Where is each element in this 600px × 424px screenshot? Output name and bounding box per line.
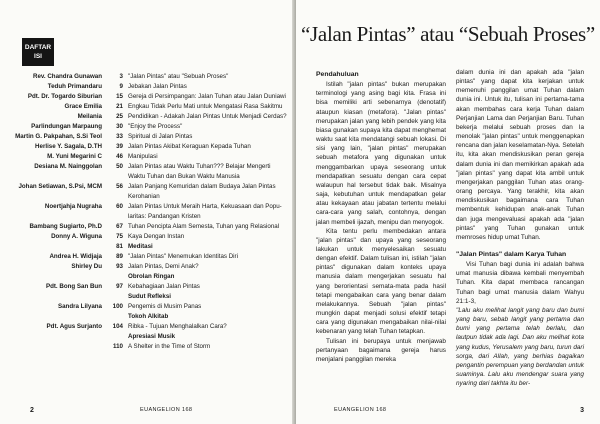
toc-page-number: 25 — [116, 113, 123, 120]
toc-title: Manipulasi — [128, 153, 158, 160]
toc-page-number: 100 — [112, 303, 123, 310]
toc-author: Shirley Du — [71, 263, 102, 270]
toc-entry — [0, 222, 292, 232]
toc-author: Donny A. Wiguna — [51, 233, 102, 240]
toc-title: Kebahagiaan Jalan Pintas — [128, 283, 200, 290]
article-headline: “Jalan Pintas” atau “Sebuah Proses” — [301, 22, 595, 46]
toc-author: M. Yuni Megarini C — [47, 153, 102, 160]
toc-author: Herlise Y. Sagala, D.TH — [35, 143, 102, 150]
toc-title: Jalan Pintas Akibat Keraguan Kepada Tuhan — [128, 143, 251, 150]
toc-entry — [0, 232, 292, 242]
page-number-right: 3 — [580, 407, 584, 414]
toc-title: Jalan Pintas, Demi Anak? — [128, 263, 199, 270]
toc-title: "Jalan Pintas" Menemukan Identitas Diri — [128, 253, 238, 260]
toc-title: Meditasi — [128, 243, 153, 250]
toc-title: Jalan Panjang Kemuridan dalam Budaya Jalan Pintas — [128, 183, 276, 190]
table-of-contents — [0, 72, 292, 352]
toc-entry — [0, 122, 292, 132]
toc-author: Sandra Lilyana — [57, 303, 102, 310]
toc-author: Desiana M. Nainggolan — [34, 163, 102, 170]
toc-title: Kaya Dengan Instan — [128, 233, 185, 240]
toc-page-number: 110 — [113, 343, 123, 350]
scripture-quote: "Lalu aku melihat langit yang baru dan bumi yang baru, sebab langit yang pertama dan bumi yang pertama telah berlalu, dan lautpun tidak ada lagi. Dan aku melihat kota yang kudus, Yerusalem yang baru, turun dari sorga, dari Allah, yang berhias bagaikan pengantin perempuan yang berdandan untuk suaminya. Lalu aku mendengar suara yang nyaring dari takhta itu ber- — [456, 306, 584, 388]
toc-page-number: 81 — [116, 243, 123, 250]
toc-title: Engkau Tidak Perlu Mati untuk Mengatasi Rasa Sakitmu — [128, 103, 283, 110]
toc-page-number: 39 — [116, 143, 123, 150]
toc-title: Apresiasi Musik — [128, 333, 176, 340]
toc-title: Jebakan Jalan Pintas — [128, 83, 187, 90]
toc-entry — [0, 252, 292, 262]
body-paragraph: Kita tentu perlu membedakan antara "jalan pintas" dan upaya yang seseorang lakukan untuk menyelesaikan sesuatu dengan efektif. Dalam tulisan ini, istilah "jalan pintas" digunakan dalam konteks upaya manusia dalam mengerjakan sesuatu hal yang berorientasi semata-mata pada hasil tetapi mengabaikan cara yang benar dalam melakukannya. Sebuah "jalan pintas" mungkin dapat menjadi solusi efektif tetapi cara yang digunakan mengabaikan nilai-nilai kebenaran yang telah Tuhan tetapkan. — [316, 227, 446, 336]
toc-page-number: 30 — [116, 123, 123, 130]
toc-entry — [0, 132, 292, 142]
toc-author: Grace Emilia — [64, 103, 102, 110]
left-page — [0, 0, 295, 424]
toc-entry — [0, 262, 292, 272]
toc-entry — [0, 112, 292, 122]
toc-entry — [0, 92, 292, 102]
toc-page-number: 56 — [116, 183, 123, 190]
toc-title: Tokoh Alkitab — [128, 313, 169, 320]
toc-title: Tuhan Pencipta Alam Semesta, Tuhan yang Relasional — [128, 223, 280, 230]
toc-page-number: 89 — [116, 253, 123, 260]
toc-page-number: 21 — [116, 103, 123, 110]
section-heading: "Jalan Pintas" dalam Karya Tuhan — [456, 250, 567, 258]
toc-page-number: 46 — [116, 153, 123, 160]
toc-title: Waktu Tuhan dan Bukan Waktu Manusia — [128, 173, 240, 180]
toc-page-number: 9 — [119, 83, 123, 90]
toc-title: Pengemis di Musim Panas — [128, 303, 202, 310]
toc-title: Spiritual di Jalan Pintas — [128, 133, 193, 140]
toc-author: Meilania — [77, 113, 102, 120]
toc-author: Rev. Chandra Gunawan — [33, 73, 102, 80]
toc-entry — [0, 152, 292, 162]
body-paragraph: Visi Tuhan bagi dunia ini adalah bahwa umat manusia dibawa kembali menyembah Tuhan. Kita dapat membaca rancangan Tuhan bagi umat manusia dalam Wahyu 21:1-3, — [456, 261, 584, 305]
article-column-1 — [316, 68, 446, 364]
page-number-left: 2 — [30, 407, 34, 414]
right-page — [296, 0, 600, 424]
toc-entry — [0, 102, 292, 112]
toc-author: Andrea H. Widjaja — [49, 253, 102, 260]
toc-entry — [0, 312, 292, 322]
toc-author: Pdt. Agus Surjanto — [46, 323, 102, 330]
section-heading: Pendahuluan — [316, 71, 359, 78]
toc-entry — [0, 82, 292, 92]
toc-title: Gereja di Persimpangan: Jalan Tuhan atau Jalan Duniawi — [128, 93, 286, 100]
toc-entry — [0, 322, 292, 332]
toc-entry — [0, 292, 292, 302]
toc-entry — [0, 302, 292, 312]
toc-entry — [0, 192, 292, 202]
toc-label: DAFTAR ISI — [22, 38, 54, 66]
toc-title: Kerohanian — [128, 193, 160, 200]
toc-page-number: 97 — [116, 283, 123, 290]
toc-author: Bambang Sugiarto, Ph.D — [29, 223, 102, 230]
toc-page-number: 67 — [116, 223, 123, 230]
toc-entry — [0, 202, 292, 212]
toc-page-number: 15 — [116, 93, 123, 100]
toc-entry — [0, 212, 292, 222]
toc-author: Noertjahja Nugraha — [44, 203, 102, 210]
toc-entry — [0, 72, 292, 82]
toc-page-number: 104 — [112, 323, 123, 330]
toc-entry — [0, 332, 292, 342]
article-column-2 — [456, 68, 584, 388]
toc-title: Obrolan Ringan — [128, 273, 175, 280]
toc-author: Pdt. Bong San Bun — [45, 283, 102, 290]
running-head-left: EUANGELION 168 — [140, 407, 193, 413]
toc-author: Pdt. Dr. Togardo Siburian — [27, 93, 102, 100]
toc-page-number: 60 — [116, 203, 123, 210]
toc-page-number: 3 — [119, 73, 123, 80]
toc-author: Parlindungan Marpaung — [31, 123, 102, 130]
toc-title: laritas: Pandangan Kristen — [128, 213, 201, 220]
toc-page-number: 75 — [116, 233, 123, 240]
toc-entry — [0, 142, 292, 152]
toc-entry — [0, 272, 292, 282]
toc-title: Sudut Refleksi — [128, 293, 171, 300]
toc-title: "Jalan Pintas" atau "Sebuah Proses" — [128, 73, 229, 80]
body-paragraph: dalam dunia ini dan apakah ada "jalan pintas" yang dapat kita kerjakan untuk memenuhi panggilan umat Tuhan dalam dunia ini. Untuk itu, tulisan ini pertama-tama akan membahas cara kerja Tuhan dalam Perjanjian Lama dan Perjanjian Baru. Tuhan bekerja melalui sebuah proses dan la menolak "jalan pintas" untuk menggenapkan rencana dan jalan keselamatan-Nya. Setelah itu, kita akan mendiskusikan peran gereja dalam dunia ini dan memikirkan apakah ada "jalan pintas" yang dapat kita ambil untuk mengerjakan panggilan Tuhan atas orang-orang percaya. Yang terakhir, kita akan mendiskusikan bagaimana cara Tuhan membentuk kehidupan anak-anak Tuhan dan juga mengevaluasi apakah ada "jalan pintas" yang Tuhan gunakan untuk memroses hidup umat Tuhan. — [456, 69, 584, 241]
toc-title: Jalan Pintas atau Waktu Tuhan??? Belajar Mengerti — [128, 163, 271, 170]
toc-entry — [0, 172, 292, 182]
toc-author: Teduh Primandaru — [47, 83, 102, 90]
toc-entry — [0, 242, 292, 252]
toc-entry — [0, 342, 292, 352]
running-head-right: EUANGELION 168 — [334, 407, 387, 413]
body-paragraph: Tulisan ini berupaya untuk menjawab pertanyaan bagaimana gereja harus menjalani panggilan mereka — [316, 337, 446, 363]
toc-entry — [0, 282, 292, 292]
toc-title: Ribka - Tujuan Menghalalkan Cara? — [128, 323, 227, 330]
body-paragraph: Istilah "jalan pintas" bukan merupakan terminologi yang asing bagi kita. Frasa ini bisa memiliki arti sebenarnya (denotatif) ataupun kiasan (metafora). "Jalan pintas" merupakan jalan yang lebih pendek yang kita biasa gunakan supaya kita dapat menghemat waktu saat kita mendatangi sebuah lokasi. Di sisi yang lain, "jalan pintas" merupakan sebuah metafora yang digunakan untuk menggambarkan upaya seseorang untuk mendapatkan sesuatu dengan cara cepat walaupun hal tersebut tidak baik. Misalnya saja, kebutuhan untuk mendapatkan gelar atau kekayaan atau jabatan tertentu melalui cara-cara yang salah, contohnya, dengan jalan membeli ijazah, menipu dan menyogok. — [316, 81, 446, 226]
toc-author: Martin G. Pakpahan, S.Si Teol — [15, 133, 102, 140]
toc-page-number: 50 — [116, 163, 123, 170]
toc-entry — [0, 162, 292, 172]
toc-author: Johan Setiawan, S.Psi, MCM — [18, 183, 102, 190]
toc-title: "Enjoy the Process" — [128, 123, 183, 130]
toc-page-number: 33 — [116, 133, 123, 140]
toc-page-number: 93 — [116, 263, 123, 270]
toc-title: Jalan Pintas Untuk Meraih Harta, Kekuasaan dan Popu- — [128, 203, 282, 210]
toc-title: A Shelter in the Time of Storm — [128, 343, 211, 350]
toc-title: Pendidikan - Adakah Jalan Pintas Untuk Menjadi Cerdas? — [128, 113, 287, 120]
toc-entry — [0, 182, 292, 192]
